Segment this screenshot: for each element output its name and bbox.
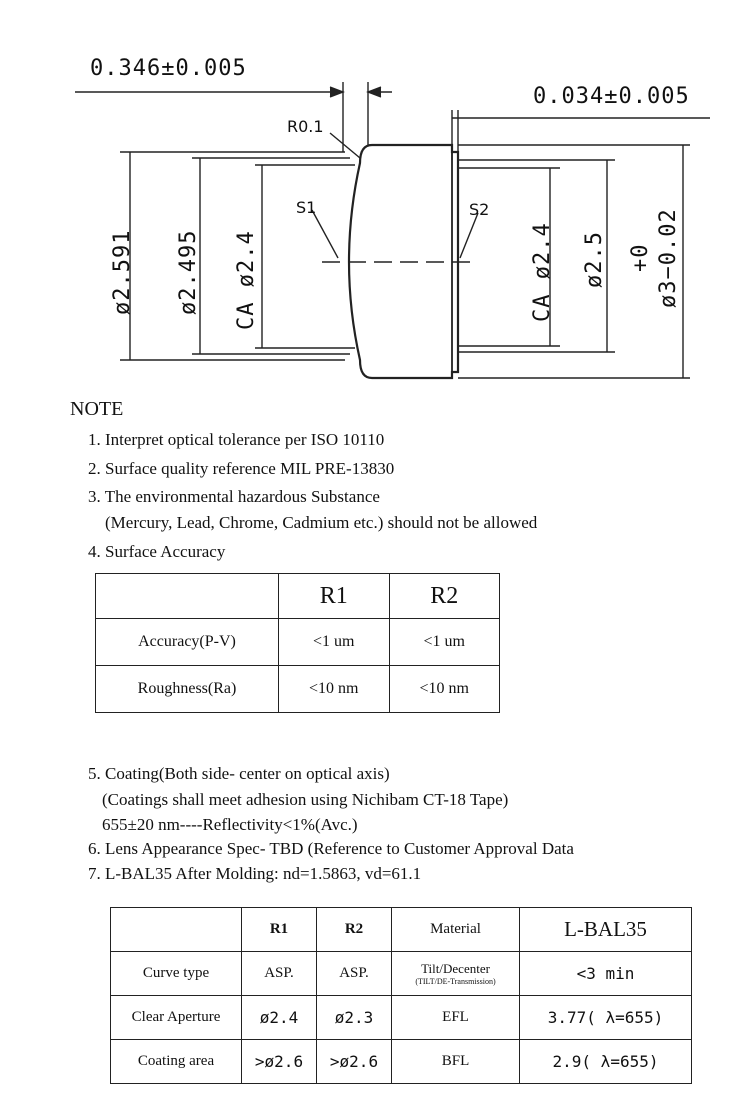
table-cell: <1 um bbox=[279, 619, 390, 666]
table-cell: Material bbox=[392, 908, 520, 952]
table-row bbox=[111, 996, 692, 1040]
thickness-label: 0.346±0.005 bbox=[90, 56, 247, 81]
note-5-reflect: 655±20 nm----Reflectivity<1%(Avc.) bbox=[102, 815, 358, 834]
table-cell: ASP. bbox=[242, 952, 317, 996]
table-cell bbox=[392, 952, 520, 996]
note-1: 1. Interpret optical tolerance per ISO 10110 bbox=[88, 430, 385, 449]
dia-2591-label: ø2.591 bbox=[110, 229, 135, 315]
s1-leader bbox=[312, 210, 338, 258]
thickness-arrow-left bbox=[330, 87, 343, 97]
radius-label: R0.1 bbox=[287, 117, 324, 136]
table-cell: Curve type bbox=[111, 952, 242, 996]
surface-accuracy-table bbox=[95, 573, 500, 713]
tol-plus-label: +0 bbox=[628, 243, 653, 272]
table-cell: <10 nm bbox=[279, 666, 390, 713]
table-cell: >ø2.6 bbox=[242, 1040, 317, 1084]
table-cell bbox=[111, 908, 242, 952]
table-cell: 2.9( λ=655) bbox=[520, 1040, 692, 1084]
table-row bbox=[96, 574, 500, 619]
table-cell: R1 bbox=[279, 574, 390, 619]
table-cell: L-BAL35 bbox=[520, 908, 692, 952]
table-cell: 3.77( λ=655) bbox=[520, 996, 692, 1040]
table-cell: <1 um bbox=[389, 619, 500, 666]
note-6: 6. Lens Appearance Spec- TBD (Reference to Customer Approval Data bbox=[88, 839, 574, 858]
table-cell: BFL bbox=[392, 1040, 520, 1084]
table-cell: ø2.4 bbox=[242, 996, 317, 1040]
note-5-cont: (Coatings shall meet adhesion using Nichibam CT-18 Tape) bbox=[102, 790, 509, 809]
dia-3-label: ø3−0.02 bbox=[656, 208, 681, 308]
flange-label: 0.034±0.005 bbox=[533, 84, 690, 109]
table-cell: Clear Aperture bbox=[111, 996, 242, 1040]
note-2: 2. Surface quality reference MIL PRE-13830 bbox=[88, 459, 395, 478]
ca-right-label: CA ø2.4 bbox=[530, 222, 555, 322]
tilt-label: Tilt/Decenter bbox=[421, 961, 490, 976]
tilt-sub-label: (TILT/DE-Transmission) bbox=[415, 977, 496, 986]
table-cell: <10 nm bbox=[389, 666, 500, 713]
ca-left-label: CA ø2.4 bbox=[234, 230, 259, 330]
s1-label: S1 bbox=[296, 198, 317, 217]
table-cell: EFL bbox=[392, 996, 520, 1040]
note-7: 7. L-BAL35 After Molding: nd=1.5863, vd=61.1 bbox=[88, 864, 422, 883]
table-cell: <3 min bbox=[520, 952, 692, 996]
table-row bbox=[111, 1040, 692, 1084]
table-cell: R1 bbox=[242, 908, 317, 952]
table-cell: Roughness(Ra) bbox=[96, 666, 279, 713]
table-cell bbox=[96, 574, 279, 619]
table-row bbox=[111, 952, 692, 996]
table-row bbox=[96, 619, 500, 666]
dia-2495-label: ø2.495 bbox=[176, 229, 201, 315]
radius-leader bbox=[330, 133, 360, 158]
note-3-cont: (Mercury, Lead, Chrome, Cadmium etc.) should not be allowed bbox=[105, 513, 538, 532]
s2-label: S2 bbox=[469, 200, 490, 219]
table-cell: ø2.3 bbox=[317, 996, 392, 1040]
note-heading: NOTE bbox=[70, 398, 124, 420]
s2-leader bbox=[460, 213, 478, 258]
note-4: 4. Surface Accuracy bbox=[88, 542, 226, 561]
table-cell: Coating area bbox=[111, 1040, 242, 1084]
table-cell: ASP. bbox=[317, 952, 392, 996]
thickness-arrow-right bbox=[368, 87, 381, 97]
table-cell: R2 bbox=[317, 908, 392, 952]
lens-spec-table bbox=[110, 907, 692, 1084]
table-cell: R2 bbox=[389, 574, 500, 619]
table-row bbox=[96, 666, 500, 713]
table-row bbox=[111, 908, 692, 952]
table-cell: Accuracy(P-V) bbox=[96, 619, 279, 666]
table-cell: >ø2.6 bbox=[317, 1040, 392, 1084]
dia-25-label: ø2.5 bbox=[582, 231, 607, 288]
note-5: 5. Coating(Both side- center on optical axis) bbox=[88, 764, 390, 783]
note-3: 3. The environmental hazardous Substance bbox=[88, 487, 380, 506]
